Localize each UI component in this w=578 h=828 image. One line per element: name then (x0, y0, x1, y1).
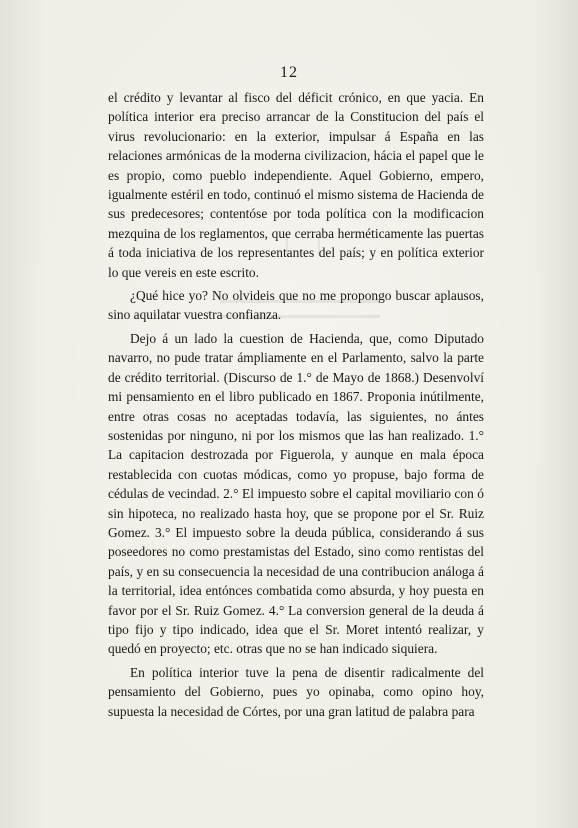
paragraph-3: Dejo á un lado la cuestion de Hacienda, que, como Diputado navarro, no pude tratar ámpliamente en el Parlamento, salvo la parte de crédito territorial. (Discurso de 1.° de Mayo de 1868.) Desenvolví mi pensamiento en el libro publicado en 1867. Proponia inútilmente, entre otras cosas no aceptadas todavía, las siguientes, no ántes sostenidas por ninguno, ni por los mismos que las han realizado. 1.° La capitacion destrozada por Figuerola, y aunque en mala época restablecida con cuotas módicas, como yo propuse, bajo forma de cédulas de vecindad. 2.° El impuesto sobre el capital moviliario con ó sin hipoteca, no realizado hasta hoy, que se propone por el Sr. Ruiz Gomez. 3.° El impuesto sobre la deuda pública, considerando á sus poseedores no como prestamistas del Estado, sino como rentistas del país, y en su consecuencia la necesidad de una contribucion análoga á la territorial, idea entónces combatida como absurda, y hoy puesta en favor por el Sr. Ruiz Gomez. 4.° La conversion general de la deuda á tipo fijo y tipo indicado, idea que el Sr. Moret intentó realizar, y quedó en proyecto; etc. otras que no se han indicado siquiera. (108, 330, 484, 657)
body-text (108, 88, 484, 721)
paragraph-2: ¿Qué hice yo? No olvideis que no me propongo buscar aplausos, sino aquilatar vuestra confianza. (108, 288, 484, 323)
paragraph-4: En política interior tuve la pena de disentir radicalmente del pensamiento del Gobierno, pues yo opinaba, como opino hoy, supuesta la necesidad de Córtes, por una gran latitud de palabra para (108, 664, 484, 719)
page-number: 12 (280, 64, 298, 81)
paragraph-1: el crédito y levantar al fisco del déficit crónico, en que yacia. En política interior era preciso arrancar de la Constitucion del país el virus revolucionario: en la exterior, impulsar á España en las relaciones armónicas de la moderna civilizacion, hácia el papel que le es propio, como pueblo independiente. Aquel Gobierno, empero, igualmente estéril en todo, continuó el mismo sistema de Hacienda de sus predecesores; contentóse por toda política con la modificacion mezquina de los reglamentos, que cerraba herméticamente las puertas á toda iniciativa de los representantes del país; y en política exterior lo que vereis en este escrito. (108, 90, 484, 280)
